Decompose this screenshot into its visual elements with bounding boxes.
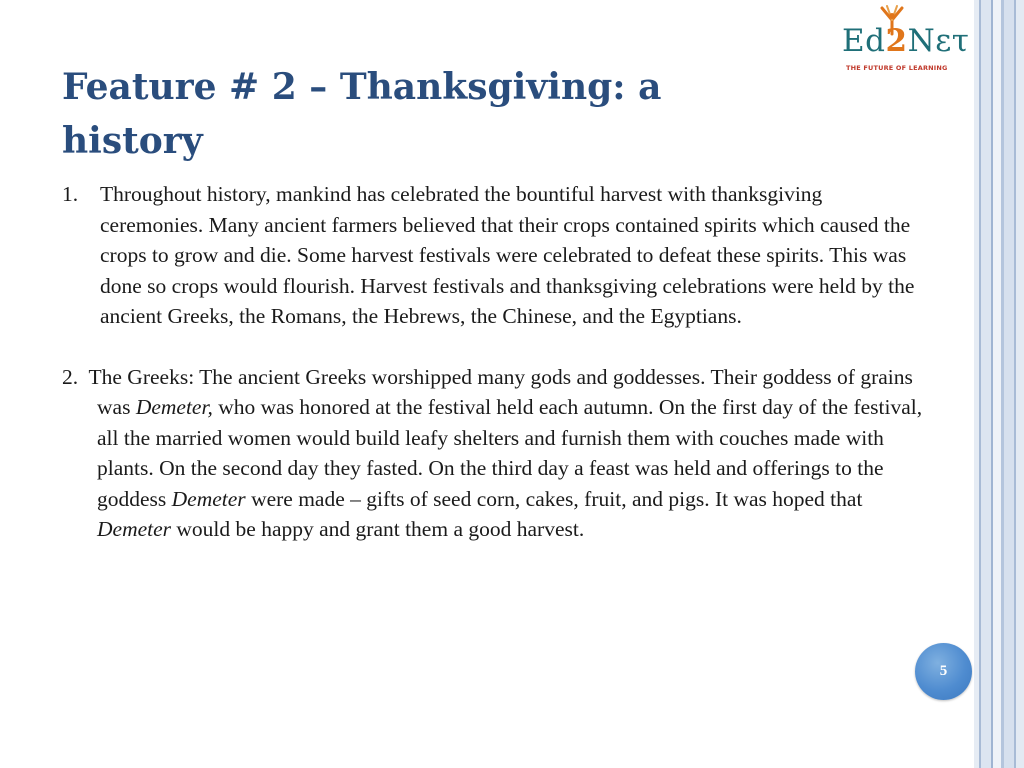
emphasis-demeter: Demeter [171,486,246,511]
list-item-text: Throughout history, mankind has celebrated the bountiful harvest with thanksgiving ceremonies. Many ancient farmers believed that their crops contained spirits which caused the crops to grow and die. Some harvest festivals were celebrated to defeat these spirits. This was done so crops would flourish. Harvest festivals and thanksgiving celebrations were held by the ancient Greeks, the Romans, the Hebrews, the Chinese, and the Egyptians. [100,182,915,328]
decorative-stripes [974,0,1024,768]
stripe [993,0,1001,768]
logo-wordmark [842,24,969,58]
list-item-text: would be happy and grant them a good harvest. [171,517,585,541]
list-item-text: who was honored at the festival held each autumn. On the first day of the festival, all the married women would build leafy shelters and furnish them with couches made with plants. On the second day they fasted. On the third day a feast was held and offerings to the goddess [97,395,923,511]
list-item-text: were made – gifts of seed corn, cakes, fruit, and pigs. It was hoped that [245,486,863,511]
logo-two: 2 [885,23,908,59]
list-item-text: The Greeks: The ancient Greeks worshipped many gods and goddesses. Their goddess of grains was [88,364,913,419]
stripe [1004,0,1014,768]
stripe [1016,0,1024,768]
list-item [62,362,928,545]
list-item-number: 1. [62,182,79,206]
page-number-badge [915,643,972,700]
emphasis-demeter: Demeter [97,517,172,541]
slide-body [62,179,928,545]
stripe [981,0,991,768]
page-number: 5 [939,663,948,679]
logo-ed: Ed [842,23,886,59]
slide-title: Feature # 2 – Thanksgiving: a history [62,66,662,162]
emphasis-demeter: Demeter, [135,395,213,419]
logo-net: Nετ [907,23,970,59]
list-item-number: 2. [62,364,79,389]
ed2net-logo [842,4,978,76]
list-item [62,179,928,332]
logo-tagline: THE FUTURE OF LEARNING [846,64,948,72]
